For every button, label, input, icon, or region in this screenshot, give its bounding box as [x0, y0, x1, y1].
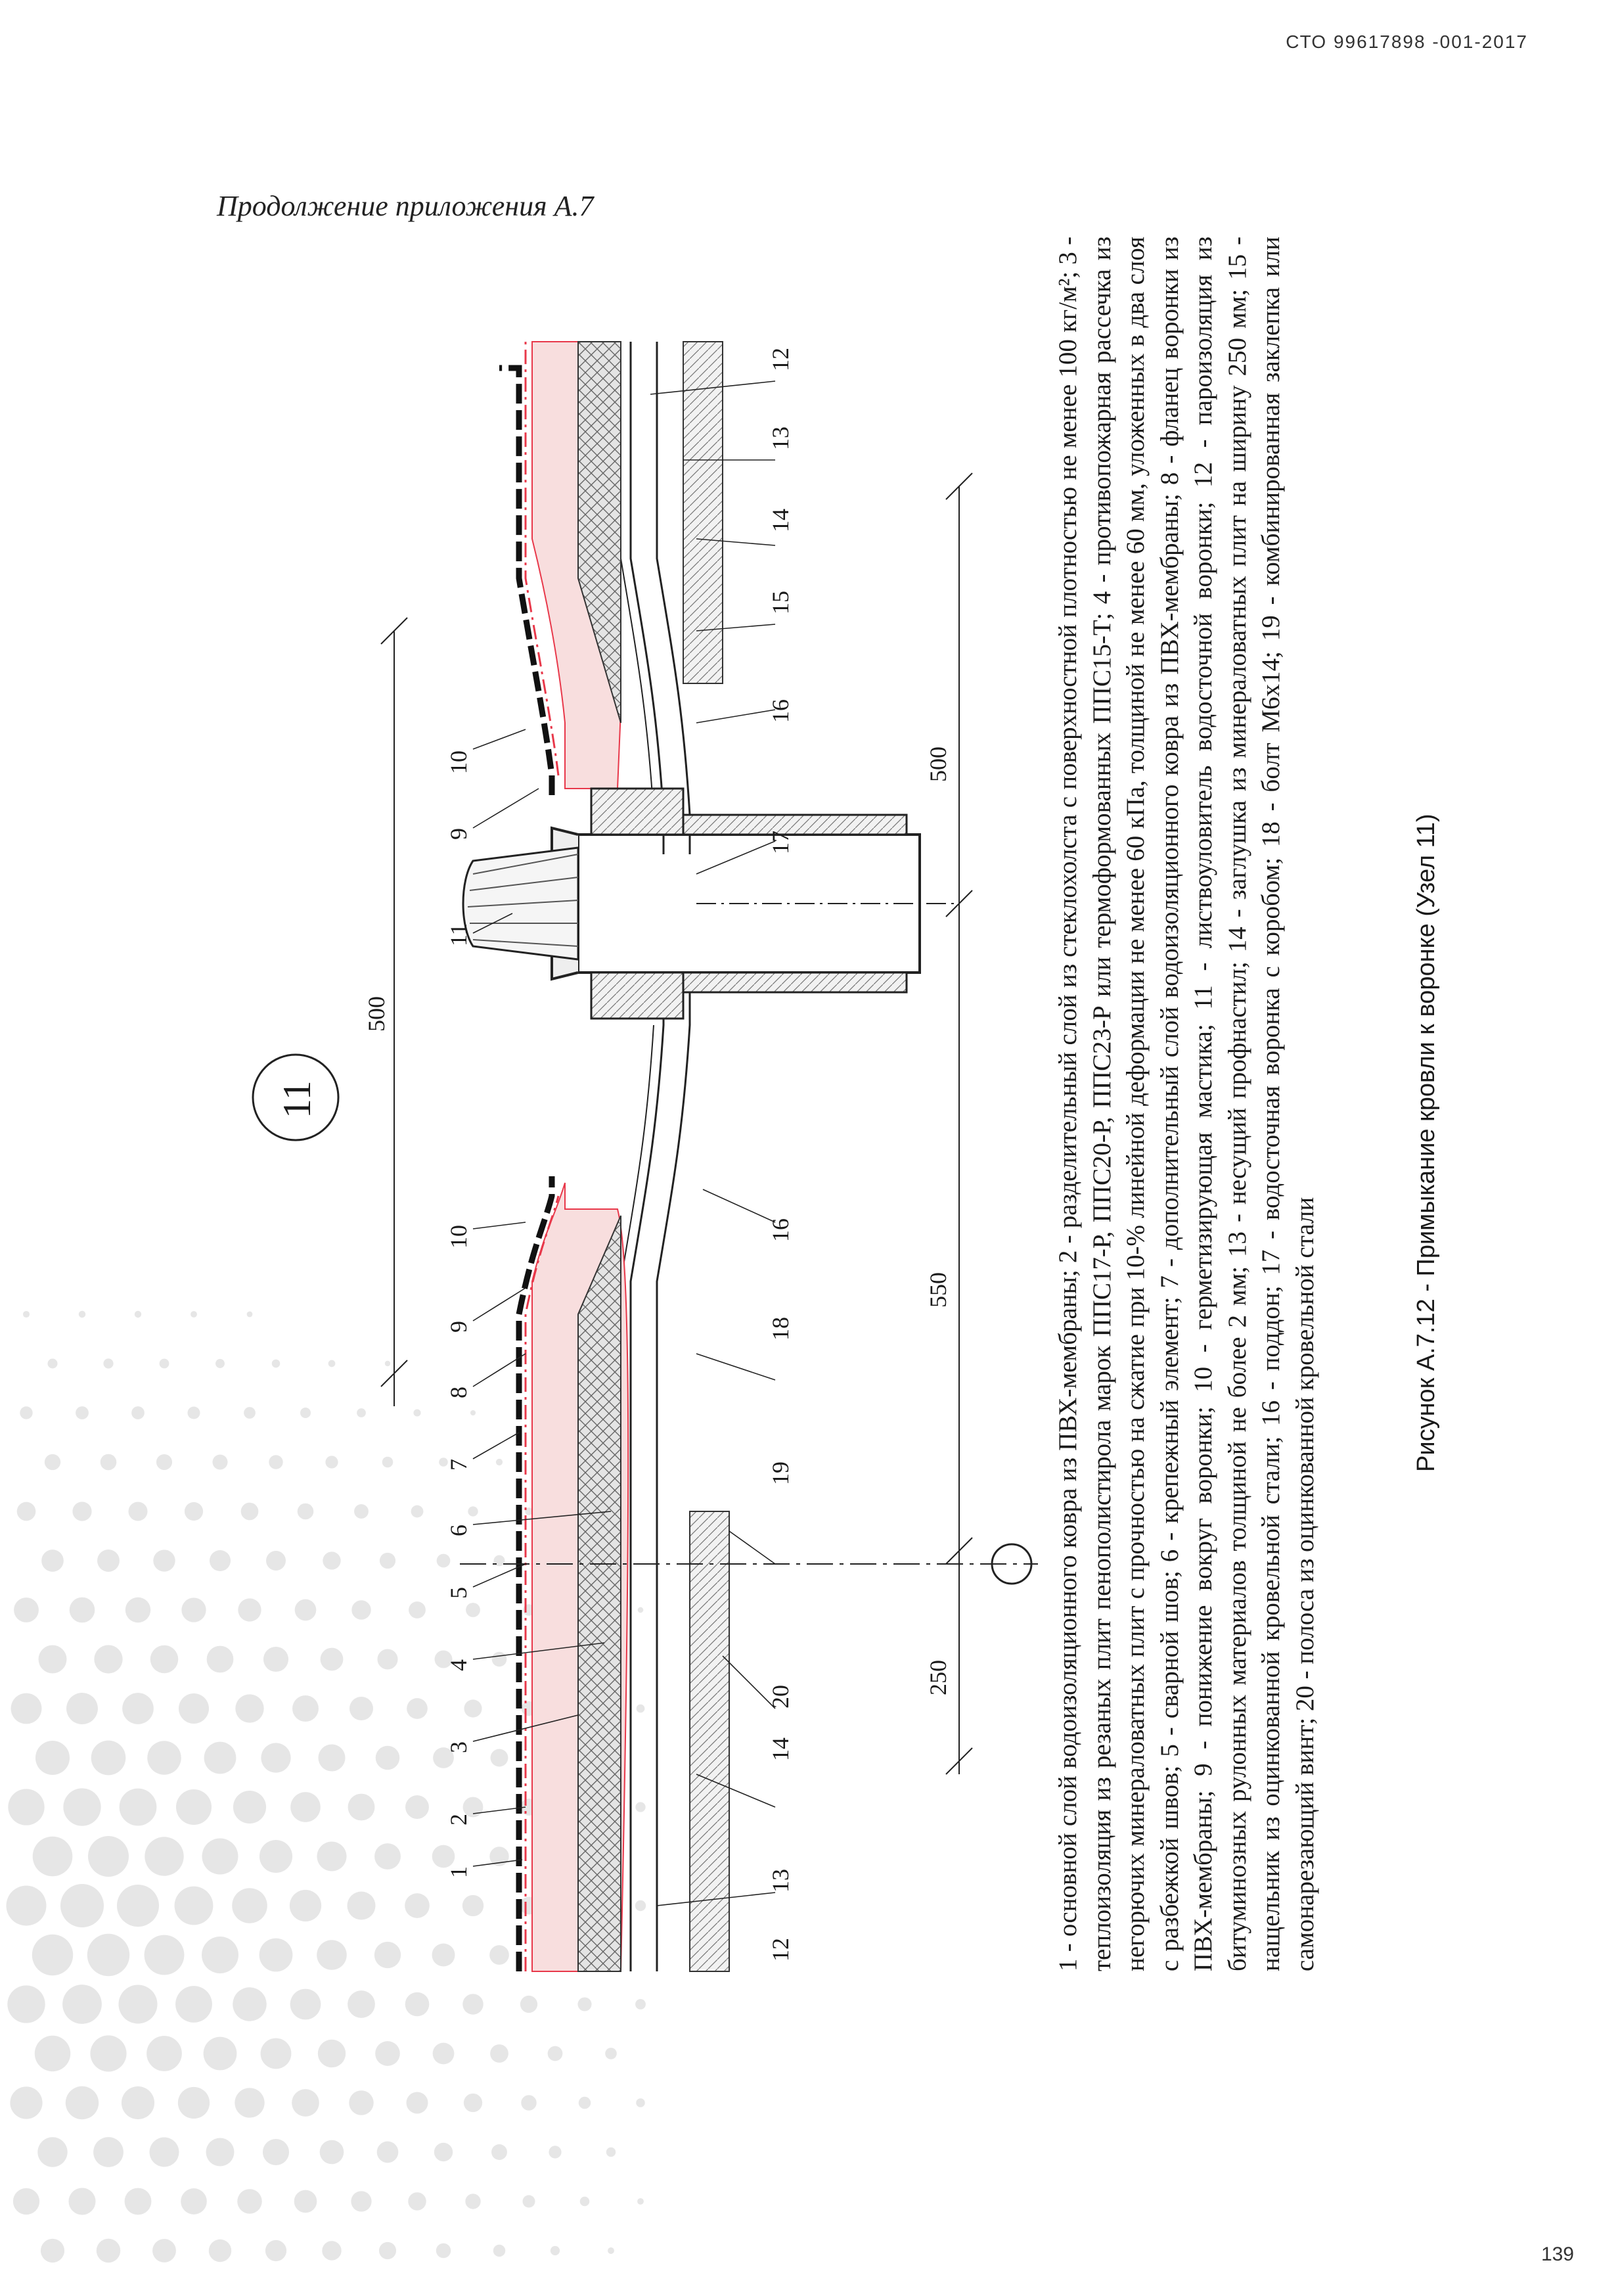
callout-13: 13 [767, 1869, 794, 1893]
dim-550: 550 [925, 1272, 951, 1308]
callout-9: 9 [445, 1321, 472, 1333]
callout-13-right: 13 [767, 426, 794, 450]
steel-deck [631, 342, 690, 1971]
callout-3: 3 [445, 1741, 472, 1753]
callout-10: 10 [445, 1225, 472, 1249]
document-code: СТО 99617898 -001-2017 [1286, 32, 1528, 52]
callout-6: 6 [445, 1525, 472, 1536]
page-number: 139 [1541, 2243, 1574, 2265]
callout-20: 20 [767, 1685, 794, 1709]
callout-2: 2 [445, 1814, 472, 1825]
callout-10-right: 10 [445, 750, 472, 774]
node-number: 11 [275, 1080, 319, 1118]
legend-block [1051, 237, 1322, 1971]
section-title: Продолжение приложения А.7 [217, 190, 594, 222]
callout-8: 8 [445, 1387, 472, 1398]
legend-text: 1 - основной слой водоизоляционного ковра из ПВХ-мембраны; 2 - разделительный слой из стеклохолста с поверхностной плотностью не менее 100 кг/м²; 3 - теплоизоляция из резаных плит пенополистирола марок ППС17-Р, ППС20-Р, ППС23-Р или термоформованных ППС15-Т; 4 - противопожарная рассечка из негорючих минераловатных плит с прочностью на сжатие при 10-% линейной деформации не менее 60 кПа, толщиной не менее 60 мм, уложенных в два слоя с разбежкой швов; 5 - сварной шов; 6 - крепежный элемент; 7 - дополнительный слой водоизоляционного ковра из ПВХ-мембраны; 8 - фланец воронки из ПВХ-мембраны; 9 - понижение вокруг воронки; 10 - герметизирующая мастика; 11 - листвоуловитель водосточной воронки; 12 - пароизоляция из битуминозных рулонных материалов толщиной не более 2 мм; 13 - несущий профнастил; 14 - заглушка из минераловатных плит на ширину 250 мм; 15 - нащельник из оцинкованной кровельной стали; 16 - поддон; 17 - водосточная воронка с коробом; 18 - болт М6х14; 19 - комбинированная заклепка или самонарезающий винт; 20 - полоса из оцинкованной кровельной стали [1054, 237, 1319, 1971]
callout-12-right: 12 [767, 348, 794, 371]
mineral-wool-plug-right [683, 342, 723, 683]
dimension-lines [381, 473, 972, 1774]
callout-5: 5 [445, 1587, 472, 1599]
callout-4: 4 [445, 1659, 472, 1671]
figure-caption: Рисунок А.7.12 - Примыкание кровли к воронке (Узел 11) [1412, 814, 1440, 1472]
callout-19: 19 [767, 1461, 794, 1485]
dim-500-bottom: 500 [925, 746, 951, 782]
callout-15: 15 [767, 591, 794, 614]
dim-500-top: 500 [363, 996, 390, 1032]
callout-9-right: 9 [445, 828, 472, 840]
callout-7: 7 [445, 1459, 472, 1471]
mineral-wool-plug-left [690, 1511, 729, 1971]
fire-break-left [578, 1216, 621, 1971]
drain-funnel [463, 789, 959, 1019]
callout-14-right: 14 [767, 509, 794, 532]
callout-11: 11 [445, 923, 472, 946]
callout-18: 18 [767, 1317, 794, 1341]
callout-14: 14 [767, 1737, 794, 1761]
callout-1: 1 [445, 1866, 472, 1878]
callout-16-right: 16 [767, 699, 794, 723]
callout-17: 17 [767, 831, 794, 854]
callout-12: 12 [767, 1938, 794, 1962]
callout-16: 16 [767, 1218, 794, 1242]
dim-250: 250 [925, 1660, 951, 1695]
